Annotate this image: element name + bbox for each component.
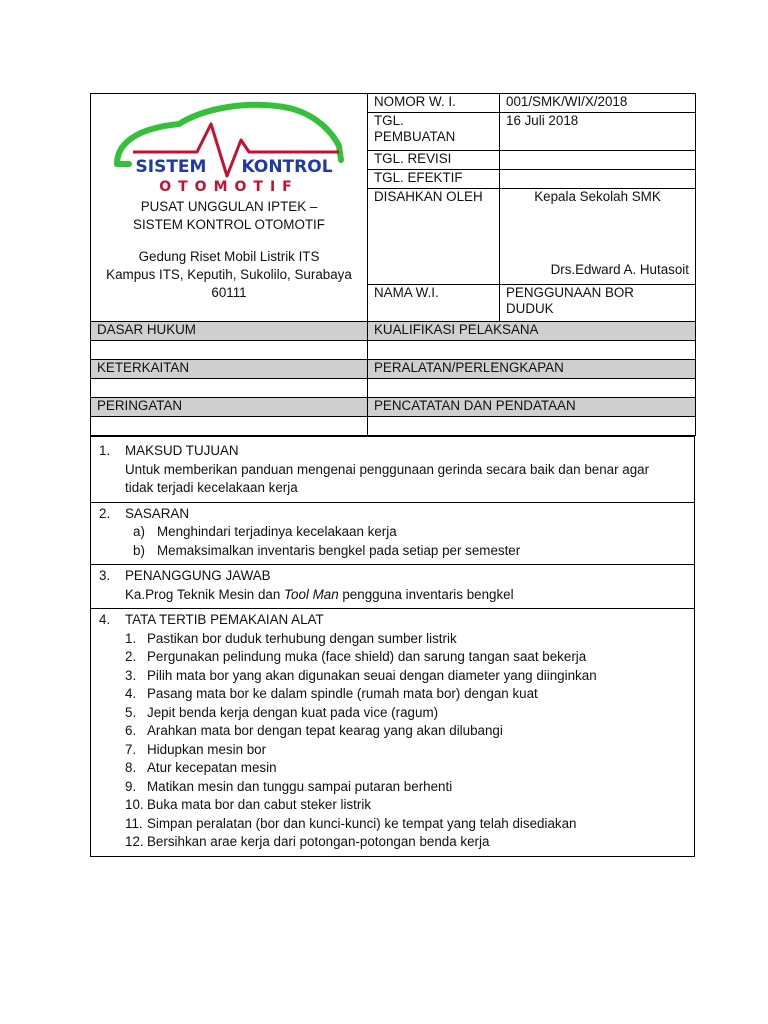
approver-title: Kepala Sekolah SMK (534, 189, 661, 204)
kualifikasi-value (368, 341, 696, 360)
section-3-text (99, 586, 686, 605)
list-item (99, 648, 686, 667)
org-address-line-2: Kampus ITS, Keputih, Sukolilo, Surabaya (106, 267, 352, 282)
tgl-efektif-label: TGL. EFEKTIF (368, 170, 500, 189)
step-text: Atur kecepatan mesin (147, 760, 277, 775)
section-3-text-italic: Tool Man (284, 586, 339, 602)
step-text: Jepit benda kerja dengan kuat pada vice (ragum) (147, 704, 439, 720)
tgl-pembuatan-label (368, 113, 500, 151)
step-text: Arahkan mata bor dengan tepat kearag yang akan dilubangi (147, 723, 503, 738)
step-text: Pilih mata bor yang akan digunakan seuai dengan diameter yang diinginkan (147, 667, 597, 683)
tgl-pembuatan-label-2: PEMBUATAN (374, 129, 456, 144)
tgl-revisi-value (500, 151, 696, 170)
list-item (99, 685, 686, 704)
kualifikasi-header: KUALIFIKASI PELAKSANA (368, 322, 696, 341)
section-maksud-tujuan (91, 437, 695, 503)
keterkaitan-header: KETERKAITAN (91, 360, 368, 379)
step-text: Pergunakan pelindung muka (face shield) dan sarung tangan saat bekerja (147, 649, 587, 664)
list-item (99, 759, 686, 778)
section-4-number: 4. (99, 612, 111, 627)
section-2-title: SASARAN (125, 505, 189, 521)
sections-table (90, 436, 695, 857)
section-1-text-line-1: Untuk memberikan panduan mengenai penggunaan gerinda secara baik dan benar agar (125, 461, 650, 477)
step-number: 1. (125, 630, 137, 646)
logo-text-kontrol: KONTROL (241, 157, 333, 177)
list-item (99, 630, 686, 649)
list-item (99, 704, 686, 723)
section-2-number: 2. (99, 505, 111, 521)
step-number: 10. (125, 797, 144, 812)
tgl-efektif-value (500, 170, 696, 189)
nama-wi-value (500, 285, 696, 322)
approver-name: Drs.Edward A. Hutasoit (550, 262, 689, 277)
item-mark: a) (133, 524, 145, 539)
nama-wi-value-line-1: PENGGUNAAN BOR (506, 285, 634, 300)
section-3-text-pre: Ka.Prog Teknik Mesin dan (125, 586, 285, 602)
list-item (99, 523, 686, 542)
section-1-text-line-2: tidak terjadi kecelakaan kerja (125, 480, 298, 495)
pencatatan-value (368, 417, 696, 436)
item-mark: b) (133, 542, 145, 558)
signature-cell (500, 189, 696, 285)
peringatan-header: PERINGATAN (91, 398, 368, 417)
org-name-line-1: PUSAT UNGGULAN IPTEK – (140, 199, 318, 214)
section-1-title: MAKSUD TUJUAN (125, 443, 239, 458)
keterkaitan-value (91, 379, 368, 398)
step-number: 11. (125, 815, 143, 831)
tgl-pembuatan-label-1: TGL. (374, 113, 404, 128)
section-1-heading (99, 442, 686, 461)
dasar-hukum-header: DASAR HUKUM (91, 322, 368, 341)
peralatan-value (368, 379, 696, 398)
step-number: 6. (125, 723, 137, 738)
list-item (99, 833, 686, 852)
section-sasaran (91, 502, 695, 565)
tgl-pembuatan-value: 16 Juli 2018 (500, 113, 696, 151)
step-text: Simpan peralatan (bor dan kunci-kunci) ke tempat yang telah disediakan (147, 815, 577, 831)
list-item (99, 667, 686, 686)
step-text: Pastikan bor duduk terhubung dengan sumber listrik (147, 630, 457, 646)
section-4-heading (99, 611, 686, 630)
step-text: Matikan mesin dan tunggu sampai putaran berhenti (147, 778, 453, 794)
section-2-heading (99, 505, 686, 524)
section-3-title: PENANGGUNG JAWAB (125, 568, 271, 583)
item-text: Menghindari terjadinya kecelakaan kerja (157, 524, 397, 539)
org-name-line-2: SISTEM KONTROL OTOMOTIF (133, 217, 325, 232)
list-item (99, 815, 686, 834)
section-1-number: 1. (99, 443, 111, 458)
list-item (99, 796, 686, 815)
section-4-title: TATA TERTIB PEMAKAIAN ALAT (125, 612, 324, 627)
step-number: 5. (125, 704, 137, 720)
peringatan-value (91, 417, 368, 436)
org-cell (91, 94, 368, 322)
org-address-line-1: Gedung Riset Mobil Listrik ITS (138, 249, 320, 264)
nomor-value: 001/SMK/WI/X/2018 (500, 94, 696, 113)
dasar-hukum-value (91, 341, 368, 360)
section-penanggung-jawab (91, 565, 695, 609)
nama-wi-label: NAMA W.I. (368, 285, 500, 322)
step-number: 3. (125, 667, 137, 683)
step-text: Hidupkan mesin bor (147, 741, 267, 757)
step-text: Pasang mata bor ke dalam spindle (rumah mata bor) dengan kuat (147, 686, 538, 701)
section-3-heading (99, 567, 686, 586)
section-tata-tertib (91, 609, 695, 857)
org-address-line-3: 60111 (211, 285, 247, 300)
logo-text-sistem: SISTEM (135, 157, 207, 177)
list-item (99, 778, 686, 797)
list-item (99, 542, 686, 561)
step-number: 12. (125, 834, 144, 849)
step-number: 8. (125, 760, 137, 775)
list-item (99, 722, 686, 741)
step-text: Bersihkan arae kerja dari potongan-potongan benda kerja (147, 834, 490, 849)
nomor-label: NOMOR W. I. (368, 94, 500, 113)
section-3-number: 3. (99, 568, 111, 583)
step-number: 2. (125, 649, 137, 664)
step-number: 9. (125, 778, 137, 794)
step-text: Buka mata bor dan cabut steker listrik (147, 797, 372, 812)
header-table (90, 93, 696, 436)
sistem-kontrol-otomotif-logo (109, 94, 349, 194)
work-instruction-document (90, 93, 695, 857)
step-number: 4. (125, 686, 137, 701)
disahkan-label: DISAHKAN OLEH (368, 189, 500, 285)
list-item (99, 741, 686, 760)
item-text: Memaksimalkan inventaris bengkel pada setiap per semester (157, 542, 521, 558)
tgl-revisi-label: TGL. REVISI (368, 151, 500, 170)
logo-text-otomotif: OTOMOTIF (159, 179, 299, 194)
step-number: 7. (125, 741, 137, 757)
section-3-text-post: pengguna inventaris bengkel (338, 586, 514, 602)
nama-wi-value-line-2: DUDUK (506, 301, 554, 316)
peralatan-header: PERALATAN/PERLENGKAPAN (368, 360, 696, 379)
pencatatan-header: PENCATATAN DAN PENDATAAN (368, 398, 696, 417)
